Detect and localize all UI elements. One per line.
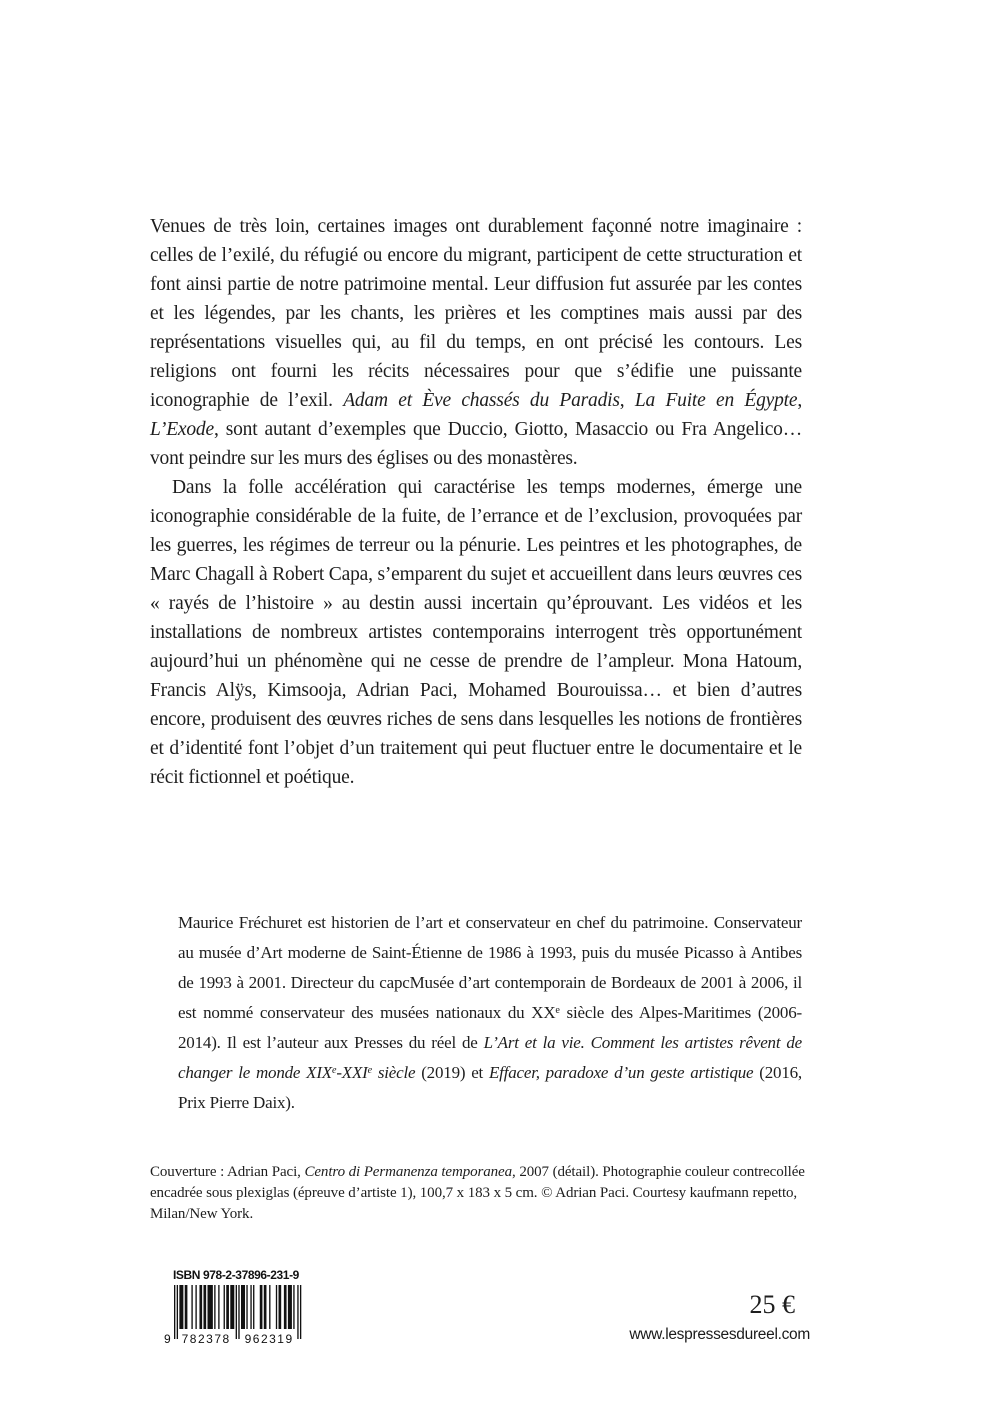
synopsis-text (150, 212, 802, 792)
isbn-block (164, 1268, 344, 1350)
author-bio: Maurice Fréchuret est historien de l’art et conservateur en chef du patrimoine. Conservateur au musée d’Art moderne de Saint-Étienne de 1986 à 1993, puis du musée Picasso à Antibes de 1993 à 2001. Directeur du capcMusée d’art contemporain de Bordeaux de 2001 à 2006, il est nommé conservateur des musées nationaux du XXe siècle des Alpes-Maritimes (2006-2014). Il est l’auteur aux Presses du réel de L’Art et la vie. Comment les artistes rêvent de changer le monde XIXe-XXIe siècle (2019) et Effacer, paradoxe d’un geste artistique (2016, Prix Pierre Daix). (178, 913, 802, 1112)
ean13-barcode-icon (164, 1285, 306, 1345)
cover-photo-credit: Couverture : Adrian Paci, Centro di Permanenza temporanea, 2007 (détail). Photographie couleur contrecollée encadrée sous plexiglas (épreuve d’artiste 1), 100,7 x 183 x 5 cm. © Adrian Paci. Courtesy kaufmann repetto, Milan/New York. (150, 1164, 805, 1222)
synopsis-paragraph-1: Venues de très loin, certaines images ont durablement façonné notre imaginaire : celles de l’exilé, du réfugié ou encore du migrant, participent de cette structuration et font ainsi partie de notre patrimoine mental. Leur diffusion fut assurée par les contes et les légendes, par les chants, les prières et les comptines mais aussi par des représentations visuelles qui, au fil du temps, en ont précisé les contours. Les religions ont fourni les récits nécessaires pour que s’édifie une puissante iconographie de l’exil. Adam et Ève chassés du Paradis, La Fuite en Égypte, L’Exode, sont autant d’exemples que Duccio, Giotto, Masaccio ou Fra Angelico… vont peindre sur les murs des églises ou des monastères. (150, 216, 803, 469)
svg-text:9: 9 (164, 1332, 173, 1345)
synopsis-paragraph-2: Dans la folle accélération qui caractérise les temps modernes, émerge une iconographie considérable de la fuite, de l’errance et de l’exclusion, provoquées par les guerres, les régimes de terreur ou la pénurie. Les peintres et les photographes, de Marc Chagall à Robert Capa, s’emparent du sujet et accueillent dans leurs œuvres ces « rayés de l’histoire » au destin aussi incertain qu’éprouvant. Les vidéos et les installations de nombreux artistes contemporains interrogent très opportunément aujourd’hui un phénomène qui ne cesse de prendre de l’ampleur. Mona Hatoum, Francis Alÿs, Kimsooja, Adrian Paci, Mohamed Bourouissa… et bien d’autres encore, produisent des œuvres riches de sens dans lesquelles les notions de frontières et d’identité font l’objet d’un traitement qui peut fluctuer entre le documentaire et le récit fictionnel et poétique. (150, 477, 802, 788)
svg-text:782378: 782378 (181, 1332, 231, 1345)
svg-text:962319: 962319 (244, 1332, 294, 1345)
price-label: 25 € (749, 1290, 795, 1319)
isbn-label: ISBN 978-2-37896-231-9 (173, 1268, 299, 1282)
publisher-website: www.lespressesdureel.com (629, 1326, 810, 1343)
